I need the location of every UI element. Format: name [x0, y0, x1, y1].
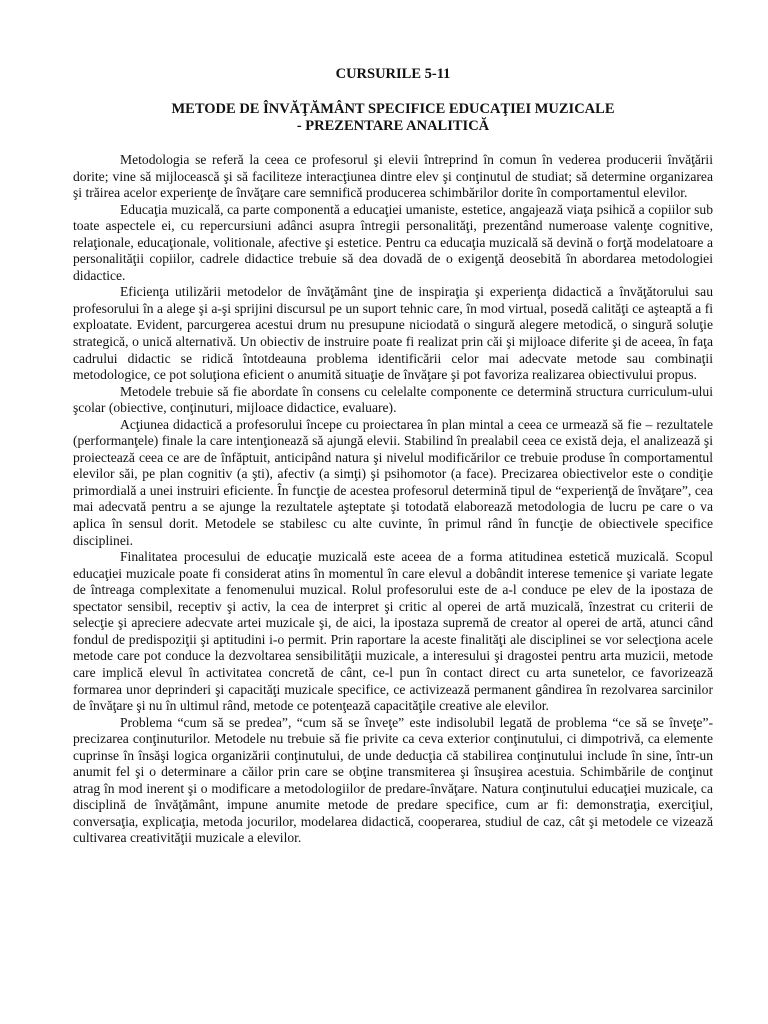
body-text	[73, 152, 713, 847]
paragraph: Problema “cum să se predea”, “cum să se înveţe” este indisolubil legată de problema “ce să se înveţe”- precizarea conţinuturilor. Metodele nu trebuie să fie privite ca ceva exterior conţinutului, ci dimpotrivă, ca elemente cuprinse în însăşi logica organizării conţinutului, de unde deducţia că stabilirea conţinutului include în sine, într-un anumit fel şi o determinare a căilor prin care se obţine transmiterea şi însuşirea acestuia. Schimbările de conţinut atrag în mod inerent şi o modificare a metodologiilor de predare-învăţare. Natura conţinutului educaţiei muzicale, ca disciplină de învăţământ, impune anumite metode de predare specifice, cum ar fi: demonstraţia, exerciţiul, conversaţia, explicaţia, metoda jocurilor, modelarea didactică, cooperarea, studiul de caz, cât şi metodele ce vizează cultivarea creativităţii muzicale a elevilor.	[73, 714, 713, 846]
paragraph: Finalitatea procesului de educaţie muzicală este aceea de a forma atitudinea estetică muzicală. Scopul educaţiei muzicale poate fi considerat atins în momentul în care elevul a dobândit interese temenice şi variate legate de întreaga complexitate a fenomenului muzical. Rolul profesorului este de a-l conduce pe elev de la ipostaza de spectator sensibil, receptiv şi activ, la cea de interpret şi critic al operei de artă muzicală, înzestrat cu criterii de selecţie şi apreciere adecvate artei muzicale şi, de aici, la ipostaza supremă de creator al operei de artă, atunci când fondul de predispoziţii şi aptitudini i-o permit. Prin raportare la aceste finalităţi ale disciplinei se vor selecţiona acele metode care pot conduce la dezvoltarea sensibilităţii muzicale, a interesului şi dragostei pentru arta muzicii, metode care implică elevul în activitatea concretă de cânt, ce-l pun în contact direct cu arta sunetelor, ce favorizează formarea unor deprinderi şi capacităţi muzicale specifice, ce activizează permanent gândirea în rezolvarea sarcinilor de învăţare şi nu în ultimul rând, metode ce potenţează capacităţile creative ale elevilor.	[73, 549, 713, 714]
document-page	[73, 66, 713, 847]
paragraph: Educaţia muzicală, ca parte componentă a educaţiei umaniste, estetice, angajează viaţa psihică a copiilor sub toate aspectele ei, cu repercursiuni adânci asupra întregii personalităţi, prezentând numeroase valenţe cognitive, relaţionale, educaţionale, volitionale, afective şi estetice. Pentru ca educaţia muzicală să devină o forţă modelatoare a personalităţii copiilor, cadrele didactice trebuie să dea dovadă de o exigenţă deosebită în abordarea metodologiei didactice.	[73, 201, 713, 283]
paragraph: Eficienţa utilizării metodelor de învăţământ ţine de inspiraţia şi experienţa didactică a învăţătorului sau profesorului în a alege şi a-şi sprijini discursul pe un suport tehnic care, în mod virtual, posedă calităţi ce aşteaptă a fi exploatate. Evident, parcurgerea acestui drum nu presupune niciodată o singură alegere metodică, o singură soluţie strategică, o unică alternativă. Un obiectiv de instruire poate fi realizat prin căi şi mijloace diferite şi de aceea, în faţa cadrului didactic se ridică întotdeauna problema identificării celor mai adecvate metode sau combinaţii metodologice, ce pot soluţiona eficient o anumită situaţie de învăţare şi pot favoriza realizarea obiectivului propus.	[73, 284, 713, 383]
chapter-heading: METODE DE ÎNVĂŢĂMÂNT SPECIFICE EDUCAŢIEI MUZICALE	[171, 101, 615, 117]
paragraph: Metodologia se referă la ceea ce profesorul şi elevii întreprind în comun în vederea producerii învăţării dorite; vine să mijlocească şi să faciliteze interacţiunea dintre elev şi conţinutul de studiat; să determine organizarea şi trăirea acelor experienţe de învăţare care semnifică producerea schimbărilor dorite în comportamentul elevilor.	[73, 152, 713, 201]
paragraph: Acţiunea didactică a profesorului începe cu proiectarea în plan mintal a ceea ce urmează să fie – rezultatele (performanţele) finale la care intenţionează să ajungă elevii. Stabilind în prealabil ceea ce există deja, el analizează şi proiectează ceea ce are de înfăptuit, anticipând natura şi nivelul modificărilor ce trebuie produse în comportamentul elevilor săi, pe plan cognitiv (a şti), afectiv (a simţi) şi psihomotor (a face). Precizarea obiectivelor este o condiţie primordială a unei instruiri eficiente. În funcţie de acestea profesorul determină tipul de “experienţă de învăţare”, cea mai adecvată pentru a se ajunge la rezultatele aşteptate şi totodată elaborează metodologia de lucru pe care o va aplica în sensul dorit. Metodele se stabilesc cu alte cuvinte, în primul rând în funcţie de obiectivele specifice disciplinei.	[73, 416, 713, 548]
paragraph: Metodele trebuie să fie abordate în consens cu celelalte componente ce determină structura curriculum-ului şcolar (obiective, conţinuturi, mijloace didactice, evaluare).	[73, 383, 713, 416]
chapter-subheading: - PREZENTARE ANALITICĂ	[296, 118, 490, 134]
course-title: CURSURILE 5-11	[335, 66, 451, 82]
